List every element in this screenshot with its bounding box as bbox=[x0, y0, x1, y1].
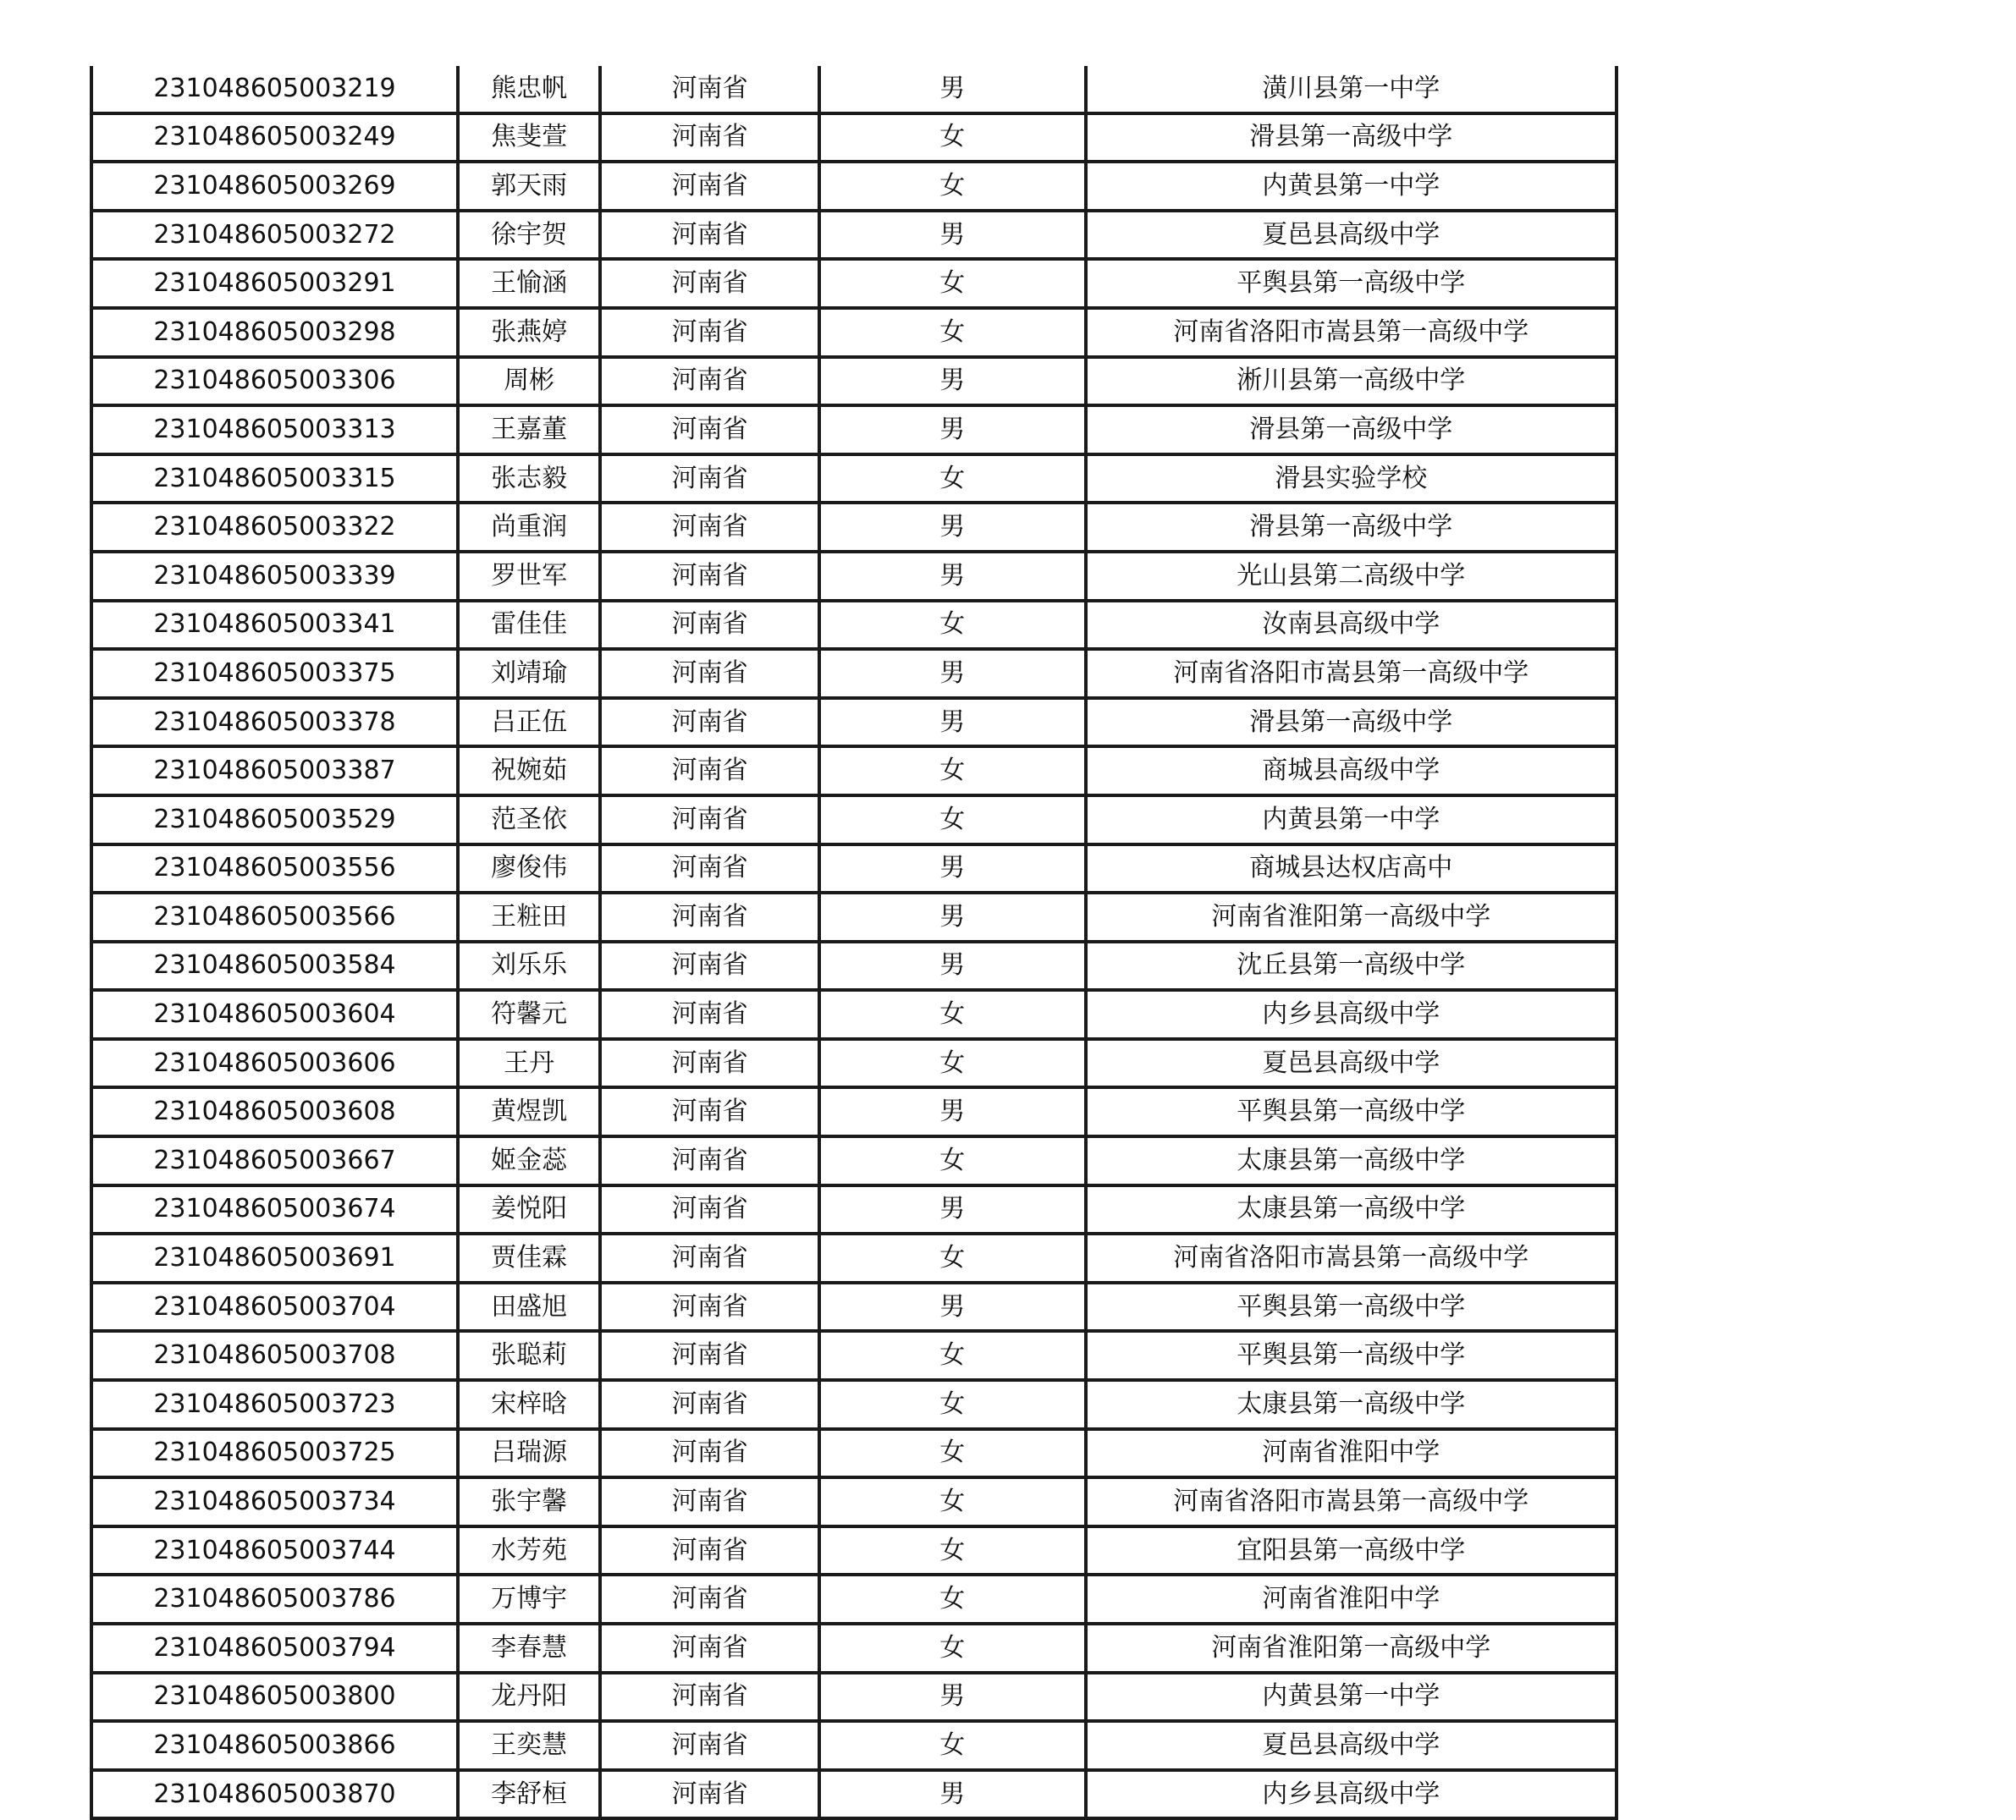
candidate-number-cell: 231048605003667 bbox=[91, 1136, 458, 1185]
gender-cell: 女 bbox=[819, 1331, 1086, 1380]
province-cell: 河南省 bbox=[600, 601, 819, 650]
table-row bbox=[91, 503, 1617, 552]
table-row bbox=[91, 698, 1617, 747]
candidate-number-cell: 231048605003387 bbox=[91, 746, 458, 795]
province-cell: 河南省 bbox=[600, 990, 819, 1039]
province-cell: 河南省 bbox=[600, 1283, 819, 1332]
school-name-cell: 内黄县第一中学 bbox=[1086, 795, 1617, 844]
province-cell: 河南省 bbox=[600, 1429, 819, 1478]
province-cell: 河南省 bbox=[600, 66, 819, 113]
school-name-cell: 滑县第一高级中学 bbox=[1086, 113, 1617, 162]
gender-cell: 男 bbox=[819, 649, 1086, 698]
student-name-cell: 符馨元 bbox=[458, 990, 600, 1039]
province-cell: 河南省 bbox=[600, 405, 819, 454]
province-cell: 河南省 bbox=[600, 211, 819, 260]
student-name-cell: 贾佳霖 bbox=[458, 1234, 600, 1283]
province-cell: 河南省 bbox=[600, 1087, 819, 1136]
student-name-cell: 廖俊伟 bbox=[458, 844, 600, 894]
school-name-cell: 平舆县第一高级中学 bbox=[1086, 1331, 1617, 1380]
table-row bbox=[91, 259, 1617, 308]
province-cell: 河南省 bbox=[600, 357, 819, 406]
gender-cell: 女 bbox=[819, 1477, 1086, 1526]
candidate-number-cell: 231048605003219 bbox=[91, 66, 458, 113]
province-cell: 河南省 bbox=[600, 1526, 819, 1575]
school-name-cell: 河南省洛阳市嵩县第一高级中学 bbox=[1086, 1477, 1617, 1526]
candidate-number-cell: 231048605003870 bbox=[91, 1770, 458, 1819]
candidate-number-cell: 231048605003269 bbox=[91, 162, 458, 211]
student-name-cell: 万博宇 bbox=[458, 1575, 600, 1624]
gender-cell: 女 bbox=[819, 1575, 1086, 1624]
student-name-cell: 张宇馨 bbox=[458, 1477, 600, 1526]
table-row bbox=[91, 990, 1617, 1039]
province-cell: 河南省 bbox=[600, 1770, 819, 1819]
gender-cell: 男 bbox=[819, 405, 1086, 454]
table-row bbox=[91, 844, 1617, 894]
province-cell: 河南省 bbox=[600, 698, 819, 747]
student-name-cell: 罗世军 bbox=[458, 552, 600, 601]
gender-cell: 男 bbox=[819, 1283, 1086, 1332]
table-row bbox=[91, 1234, 1617, 1283]
gender-cell: 女 bbox=[819, 454, 1086, 503]
student-name-cell: 范圣依 bbox=[458, 795, 600, 844]
table-row bbox=[91, 1477, 1617, 1526]
student-name-cell: 雷佳佳 bbox=[458, 601, 600, 650]
candidate-number-cell: 231048605003313 bbox=[91, 405, 458, 454]
candidate-number-cell: 231048605003339 bbox=[91, 552, 458, 601]
province-cell: 河南省 bbox=[600, 552, 819, 601]
student-name-cell: 熊忠帆 bbox=[458, 66, 600, 113]
candidate-number-cell: 231048605003608 bbox=[91, 1087, 458, 1136]
gender-cell: 女 bbox=[819, 113, 1086, 162]
school-name-cell: 滑县第一高级中学 bbox=[1086, 503, 1617, 552]
province-cell: 河南省 bbox=[600, 1234, 819, 1283]
candidate-number-cell: 231048605003704 bbox=[91, 1283, 458, 1332]
candidate-number-cell: 231048605003734 bbox=[91, 1477, 458, 1526]
province-cell: 河南省 bbox=[600, 1380, 819, 1429]
table-body bbox=[91, 66, 1617, 1818]
candidate-number-cell: 231048605003529 bbox=[91, 795, 458, 844]
province-cell: 河南省 bbox=[600, 1477, 819, 1526]
school-name-cell: 潢川县第一中学 bbox=[1086, 66, 1617, 113]
candidate-number-cell: 231048605003341 bbox=[91, 601, 458, 650]
table-row bbox=[91, 1185, 1617, 1234]
gender-cell: 男 bbox=[819, 1770, 1086, 1819]
candidate-number-cell: 231048605003800 bbox=[91, 1673, 458, 1722]
table-row bbox=[91, 113, 1617, 162]
table-row bbox=[91, 1331, 1617, 1380]
student-name-cell: 祝婉茹 bbox=[458, 746, 600, 795]
school-name-cell: 河南省淮阳第一高级中学 bbox=[1086, 1624, 1617, 1673]
gender-cell: 男 bbox=[819, 1673, 1086, 1722]
gender-cell: 男 bbox=[819, 1185, 1086, 1234]
table-row bbox=[91, 1136, 1617, 1185]
table-row bbox=[91, 1624, 1617, 1673]
school-name-cell: 内黄县第一中学 bbox=[1086, 1673, 1617, 1722]
province-cell: 河南省 bbox=[600, 795, 819, 844]
student-name-cell: 尚重润 bbox=[458, 503, 600, 552]
gender-cell: 女 bbox=[819, 746, 1086, 795]
province-cell: 河南省 bbox=[600, 1575, 819, 1624]
province-cell: 河南省 bbox=[600, 1721, 819, 1770]
province-cell: 河南省 bbox=[600, 746, 819, 795]
student-name-cell: 张志毅 bbox=[458, 454, 600, 503]
candidate-number-cell: 231048605003866 bbox=[91, 1721, 458, 1770]
candidate-number-cell: 231048605003794 bbox=[91, 1624, 458, 1673]
table-row bbox=[91, 649, 1617, 698]
gender-cell: 男 bbox=[819, 66, 1086, 113]
student-name-cell: 张燕婷 bbox=[458, 308, 600, 357]
province-cell: 河南省 bbox=[600, 162, 819, 211]
table-row bbox=[91, 601, 1617, 650]
table-row bbox=[91, 1770, 1617, 1819]
student-name-cell: 田盛旭 bbox=[458, 1283, 600, 1332]
table-row bbox=[91, 1721, 1617, 1770]
province-cell: 河南省 bbox=[600, 1039, 819, 1088]
student-name-cell: 王丹 bbox=[458, 1039, 600, 1088]
table-row bbox=[91, 1575, 1617, 1624]
province-cell: 河南省 bbox=[600, 1136, 819, 1185]
candidate-number-cell: 231048605003606 bbox=[91, 1039, 458, 1088]
school-name-cell: 平舆县第一高级中学 bbox=[1086, 1283, 1617, 1332]
student-name-cell: 吕瑞源 bbox=[458, 1429, 600, 1478]
candidate-number-cell: 231048605003674 bbox=[91, 1185, 458, 1234]
candidate-number-cell: 231048605003723 bbox=[91, 1380, 458, 1429]
province-cell: 河南省 bbox=[600, 454, 819, 503]
student-name-cell: 宋梓晗 bbox=[458, 1380, 600, 1429]
gender-cell: 女 bbox=[819, 601, 1086, 650]
province-cell: 河南省 bbox=[600, 893, 819, 942]
gender-cell: 女 bbox=[819, 1234, 1086, 1283]
candidate-number-cell: 231048605003708 bbox=[91, 1331, 458, 1380]
candidate-number-cell: 231048605003604 bbox=[91, 990, 458, 1039]
student-name-cell: 周彬 bbox=[458, 357, 600, 406]
candidate-number-cell: 231048605003306 bbox=[91, 357, 458, 406]
school-name-cell: 河南省洛阳市嵩县第一高级中学 bbox=[1086, 649, 1617, 698]
gender-cell: 男 bbox=[819, 844, 1086, 894]
candidate-number-cell: 231048605003249 bbox=[91, 113, 458, 162]
gender-cell: 男 bbox=[819, 503, 1086, 552]
candidate-number-cell: 231048605003786 bbox=[91, 1575, 458, 1624]
gender-cell: 女 bbox=[819, 162, 1086, 211]
school-name-cell: 太康县第一高级中学 bbox=[1086, 1136, 1617, 1185]
table-row bbox=[91, 552, 1617, 601]
student-name-cell: 焦斐萱 bbox=[458, 113, 600, 162]
candidate-number-cell: 231048605003691 bbox=[91, 1234, 458, 1283]
student-name-cell: 黄煜凯 bbox=[458, 1087, 600, 1136]
table-row bbox=[91, 1380, 1617, 1429]
school-name-cell: 夏邑县高级中学 bbox=[1086, 1721, 1617, 1770]
candidate-number-cell: 231048605003375 bbox=[91, 649, 458, 698]
candidate-number-cell: 231048605003556 bbox=[91, 844, 458, 894]
student-name-cell: 姬金蕊 bbox=[458, 1136, 600, 1185]
gender-cell: 男 bbox=[819, 211, 1086, 260]
table-row bbox=[91, 1673, 1617, 1722]
gender-cell: 女 bbox=[819, 259, 1086, 308]
school-name-cell: 平舆县第一高级中学 bbox=[1086, 1087, 1617, 1136]
school-name-cell: 太康县第一高级中学 bbox=[1086, 1185, 1617, 1234]
candidate-number-cell: 231048605003584 bbox=[91, 942, 458, 991]
student-name-cell: 刘乐乐 bbox=[458, 942, 600, 991]
student-name-cell: 刘靖瑜 bbox=[458, 649, 600, 698]
gender-cell: 女 bbox=[819, 1136, 1086, 1185]
school-name-cell: 太康县第一高级中学 bbox=[1086, 1380, 1617, 1429]
table-row bbox=[91, 1039, 1617, 1088]
school-name-cell: 河南省洛阳市嵩县第一高级中学 bbox=[1086, 1234, 1617, 1283]
school-name-cell: 河南省淮阳中学 bbox=[1086, 1429, 1617, 1478]
province-cell: 河南省 bbox=[600, 503, 819, 552]
gender-cell: 女 bbox=[819, 1429, 1086, 1478]
candidate-number-cell: 231048605003322 bbox=[91, 503, 458, 552]
province-cell: 河南省 bbox=[600, 308, 819, 357]
school-name-cell: 滑县第一高级中学 bbox=[1086, 405, 1617, 454]
school-name-cell: 内黄县第一中学 bbox=[1086, 162, 1617, 211]
candidate-number-cell: 231048605003315 bbox=[91, 454, 458, 503]
school-name-cell: 平舆县第一高级中学 bbox=[1086, 259, 1617, 308]
province-cell: 河南省 bbox=[600, 1673, 819, 1722]
table-row bbox=[91, 66, 1617, 113]
candidate-number-cell: 231048605003725 bbox=[91, 1429, 458, 1478]
gender-cell: 女 bbox=[819, 1526, 1086, 1575]
province-cell: 河南省 bbox=[600, 942, 819, 991]
gender-cell: 男 bbox=[819, 1087, 1086, 1136]
table-row bbox=[91, 795, 1617, 844]
table-row bbox=[91, 162, 1617, 211]
gender-cell: 男 bbox=[819, 357, 1086, 406]
student-name-cell: 李舒桓 bbox=[458, 1770, 600, 1819]
province-cell: 河南省 bbox=[600, 259, 819, 308]
gender-cell: 女 bbox=[819, 1380, 1086, 1429]
student-name-cell: 徐宇贺 bbox=[458, 211, 600, 260]
school-name-cell: 汝南县高级中学 bbox=[1086, 601, 1617, 650]
school-name-cell: 河南省淮阳第一高级中学 bbox=[1086, 893, 1617, 942]
student-name-cell: 王奕慧 bbox=[458, 1721, 600, 1770]
table-row bbox=[91, 1526, 1617, 1575]
student-name-cell: 王嘉董 bbox=[458, 405, 600, 454]
school-name-cell: 淅川县第一高级中学 bbox=[1086, 357, 1617, 406]
gender-cell: 男 bbox=[819, 698, 1086, 747]
gender-cell: 男 bbox=[819, 893, 1086, 942]
school-name-cell: 滑县实验学校 bbox=[1086, 454, 1617, 503]
school-name-cell: 河南省淮阳中学 bbox=[1086, 1575, 1617, 1624]
gender-cell: 女 bbox=[819, 1039, 1086, 1088]
student-name-cell: 龙丹阳 bbox=[458, 1673, 600, 1722]
student-name-cell: 姜悦阳 bbox=[458, 1185, 600, 1234]
school-name-cell: 夏邑县高级中学 bbox=[1086, 1039, 1617, 1088]
candidate-number-cell: 231048605003566 bbox=[91, 893, 458, 942]
table-row bbox=[91, 1087, 1617, 1136]
candidate-number-cell: 231048605003298 bbox=[91, 308, 458, 357]
gender-cell: 女 bbox=[819, 990, 1086, 1039]
table-row bbox=[91, 746, 1617, 795]
table-row bbox=[91, 1429, 1617, 1478]
gender-cell: 男 bbox=[819, 552, 1086, 601]
province-cell: 河南省 bbox=[600, 1624, 819, 1673]
table-row bbox=[91, 405, 1617, 454]
gender-cell: 女 bbox=[819, 795, 1086, 844]
school-name-cell: 商城县高级中学 bbox=[1086, 746, 1617, 795]
student-name-cell: 郭天雨 bbox=[458, 162, 600, 211]
table-row bbox=[91, 454, 1617, 503]
province-cell: 河南省 bbox=[600, 113, 819, 162]
province-cell: 河南省 bbox=[600, 1331, 819, 1380]
gender-cell: 女 bbox=[819, 308, 1086, 357]
candidate-number-cell: 231048605003291 bbox=[91, 259, 458, 308]
province-cell: 河南省 bbox=[600, 1185, 819, 1234]
gender-cell: 女 bbox=[819, 1721, 1086, 1770]
table-row bbox=[91, 942, 1617, 991]
student-name-cell: 水芳苑 bbox=[458, 1526, 600, 1575]
candidate-number-cell: 231048605003744 bbox=[91, 1526, 458, 1575]
table-row bbox=[91, 893, 1617, 942]
candidate-number-cell: 231048605003272 bbox=[91, 211, 458, 260]
province-cell: 河南省 bbox=[600, 844, 819, 894]
student-list-table bbox=[90, 66, 1618, 1820]
candidate-number-cell: 231048605003378 bbox=[91, 698, 458, 747]
province-cell: 河南省 bbox=[600, 649, 819, 698]
school-name-cell: 内乡县高级中学 bbox=[1086, 990, 1617, 1039]
student-name-cell: 王粧田 bbox=[458, 893, 600, 942]
table-row bbox=[91, 357, 1617, 406]
table-row bbox=[91, 308, 1617, 357]
school-name-cell: 沈丘县第一高级中学 bbox=[1086, 942, 1617, 991]
school-name-cell: 滑县第一高级中学 bbox=[1086, 698, 1617, 747]
school-name-cell: 商城县达权店高中 bbox=[1086, 844, 1617, 894]
student-name-cell: 王愉涵 bbox=[458, 259, 600, 308]
school-name-cell: 光山县第二高级中学 bbox=[1086, 552, 1617, 601]
school-name-cell: 宜阳县第一高级中学 bbox=[1086, 1526, 1617, 1575]
school-name-cell: 河南省洛阳市嵩县第一高级中学 bbox=[1086, 308, 1617, 357]
gender-cell: 男 bbox=[819, 942, 1086, 991]
school-name-cell: 内乡县高级中学 bbox=[1086, 1770, 1617, 1819]
gender-cell: 女 bbox=[819, 1624, 1086, 1673]
student-name-cell: 李春慧 bbox=[458, 1624, 600, 1673]
table-row bbox=[91, 211, 1617, 260]
student-name-cell: 张聪莉 bbox=[458, 1331, 600, 1380]
school-name-cell: 夏邑县高级中学 bbox=[1086, 211, 1617, 260]
table-row bbox=[91, 1283, 1617, 1332]
student-name-cell: 吕正伍 bbox=[458, 698, 600, 747]
